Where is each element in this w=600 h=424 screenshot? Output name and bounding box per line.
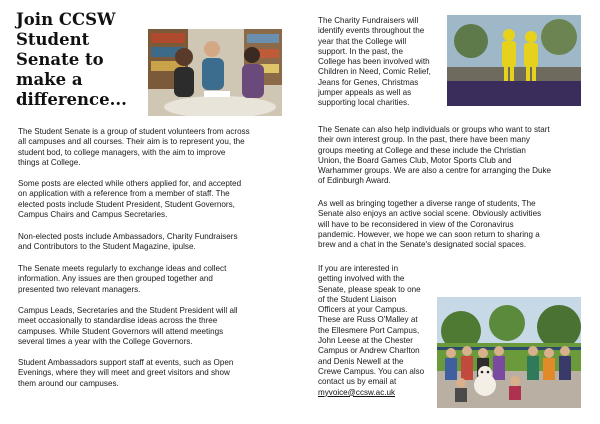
ambassadors-paragraph: Student Ambassadors support staff at events, such as Open Evenings, where they will meet and greet visitors and show them around our campuses.: [18, 358, 234, 388]
charity-paragraph: The Charity Fundraisers will identify events throughout the year that the College will support. In the past, the College has been involved with Children in Need, Comic Relief, Jeans for Genes, Christmas jumper appeals as well as supporting local charities.: [318, 16, 431, 108]
page-title: [16, 10, 144, 110]
title-line: make a: [16, 70, 83, 89]
campus-leads-paragraph: Campus Leads, Secretaries and the Student President will all meet occasionally to standardise ideas across the three campuses. While Student Governors will attend meetings several times a year with the College Governors.: [18, 306, 238, 346]
students-library-photo: [148, 29, 282, 116]
intro-paragraph: The Student Senate is a group of student volunteers from across all campuses and all courses. Their aim is to represent you, the student bod, to college managers, with the aim to improve things at College.: [18, 127, 250, 167]
meetings-paragraph: The Senate meets regularly to exchange ideas and collect information. Any issues are then grouped together and presented two relevant managers.: [18, 264, 227, 294]
title-line: Join CCSW: [16, 10, 116, 29]
group-outdoor-photo: [437, 297, 581, 408]
social-paragraph: As well as bringing together a diverse range of students, The Senate also enjoys an active social scene. Obviously activities will have to be reconsidered in view of the Coronavirus pandemic. However, we hope we can soon return to sharing a brew and a chat in the Senate's designated social spaces.: [318, 199, 542, 250]
elected-posts-paragraph: Some posts are elected while others applied for, and accepted on application with a reference from a member of staff. The elected posts include Student President, Student Governors, Campus Chairs and Campus Secretaries.: [18, 179, 242, 219]
email-link[interactable]: myvoice@ccsw.ac.uk: [318, 387, 396, 397]
title-line: Student: [16, 30, 90, 49]
non-elected-paragraph: Non-elected posts include Ambassadors, Charity Fundraisers and Contributors to the Student Magazine, ipulse.: [18, 232, 238, 252]
charity-performers-photo: [447, 15, 581, 106]
contact-paragraph: If you are interested in getting involved with the Senate, please speak to one of the Student Liaison Officers at your Campus. These are Russ O'Malley at the Ellesmere Port Campus, John Leese at the Chester Campus or Andrew Charlton and Denis Newell at the Crewe Campus. You can also contact us by email at myvoice@ccsw.ac.uk: [318, 264, 425, 397]
title-line: difference...: [16, 90, 127, 109]
title-line: Senate to: [16, 50, 104, 69]
interest-groups-paragraph: The Senate can also help individuals or groups who want to start their own interest group. In the past, there have been many groups meeting at College and these include the Christian Union, the Board Games Club, Motor Sports Club and Warhammer groups. We are also a centre for arranging the Duke of Edinburgh Award.: [318, 125, 552, 186]
